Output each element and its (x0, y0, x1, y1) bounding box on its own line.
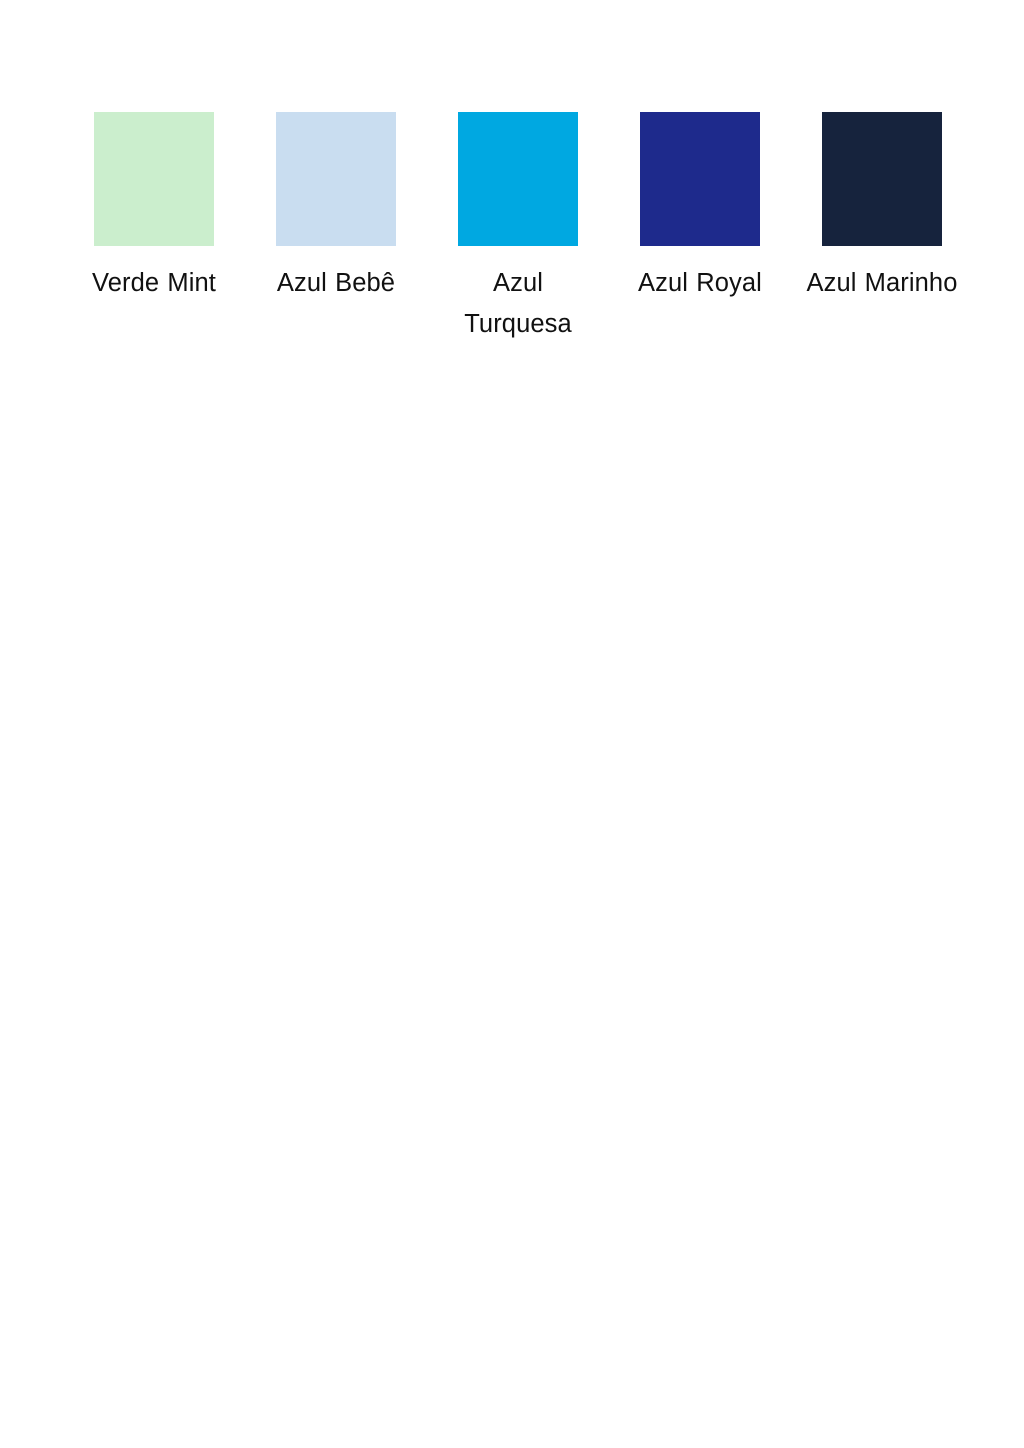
color-label-azul-royal: Azul Royal (638, 269, 762, 297)
color-chip-verde-mint (94, 112, 214, 246)
color-chip-azul-marinho (822, 112, 942, 246)
color-swatch-item (609, 112, 791, 304)
color-label-azul-marinho: Azul Marinho (806, 269, 958, 297)
color-swatch-item (63, 112, 245, 304)
color-chip-azul-bebe (276, 112, 396, 246)
color-chip-azul-turquesa (458, 112, 578, 246)
color-swatch-item (427, 112, 609, 346)
color-chip-azul-royal (640, 112, 760, 246)
color-swatch-item (791, 112, 973, 304)
color-label-azul-bebe: Azul Bebê (276, 269, 396, 297)
color-swatch-row (0, 112, 1024, 346)
color-label-verde-mint: Verde Mint (92, 269, 216, 297)
color-swatch-item (245, 112, 427, 304)
color-label-azul-turquesa: Azul Turquesa (464, 269, 572, 339)
